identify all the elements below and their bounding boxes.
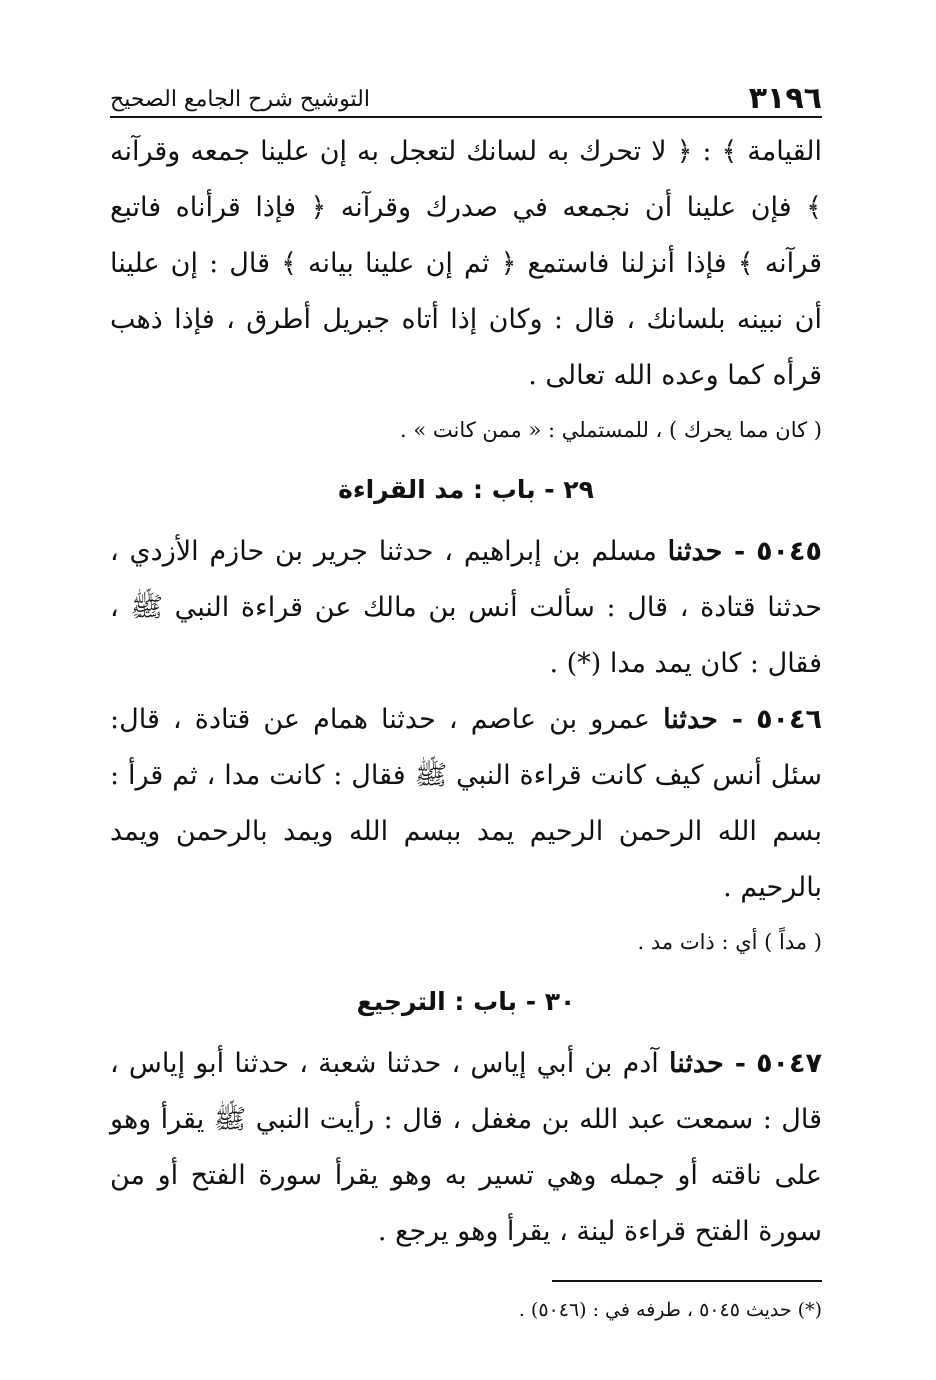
hadith-5045 (110, 524, 822, 692)
hadith-text: عمرو بن عاصم ، حدثنا همام عن قتادة ، قال: سئل أنس كيف كانت قراءة النبي ﷺ فقال : كانت مدا ، ثم قرأ : بسم الله الرحمن الرحيم يمد ببسم الله ويمد بالرحمن ويمد بالرحيم . (110, 704, 822, 903)
intro-paragraph: القيامة ﴾ : ﴿ لا تحرك به لسانك لتعجل به إن علينا جمعه وقرآنه ﴾ فإن علينا أن نجمعه في صدرك وقرآنه ﴿ فإذا قرأناه فاتبع قرآنه ﴾ فإذا أنزلنا فاستمع ﴿ ثم إن علينا بيانه ﴾ قال : إن علينا أن نبينه بلسانك ، قال : وكان إذا أتاه جبريل أطرق ، فإذا ذهب قرأه كما وعده الله تعالى . (110, 136, 822, 391)
intro-commentary: ( كان مما يحرك ) ، للمستملي : « ممن كانت » . (399, 418, 822, 442)
hadith-number: ٥٠٤٧ (756, 1048, 822, 1079)
hadith-number: ٥٠٤٥ (756, 536, 822, 567)
hadith-5046 (110, 692, 822, 916)
footnote-divider (552, 1280, 822, 1282)
hadith-text: آدم بن أبي إياس ، حدثنا شعبة ، حدثنا أبو إياس ، قال : سمعت عبد الله بن مغفل ، قال : رأيت النبي ﷺ يقرأ وهو على ناقته أو جمله وهي تسير به وهو يقرأ سورة الفتح أو من سورة الفتح قراءة لينة ، يقرأ وهو يرجع . (110, 1048, 822, 1247)
hadith-5046-commentary: ( مداً ) أي : ذات مد . (637, 930, 822, 954)
book-page (110, 70, 822, 1326)
hadith-text: مسلم بن إبراهيم ، حدثنا جرير بن حازم الأزدي ، حدثنا قتادة ، قال : سألت أنس بن مالك عن قراءة النبي ﷺ ، فقال : كان يمد مدا (*) . (110, 536, 822, 679)
page-number: ٣١٩٦ (748, 81, 822, 116)
page-header (110, 70, 822, 118)
running-title: التوشيح شرح الجامع الصحيح (110, 87, 370, 112)
footnote: (*) حديث ٥٠٤٥ ، طرفه في : (٥٠٤٦) . (518, 1299, 822, 1321)
hadith-lead: - حدثنا (667, 536, 746, 567)
hadith-number: ٥٠٤٦ (756, 704, 822, 735)
hadith-lead: - حدثنا (663, 704, 743, 735)
hadith-lead: - حدثنا (668, 1048, 746, 1079)
hadith-5047 (110, 1036, 822, 1260)
chapter-30-heading: ٣٠ - باب : الترجيع (356, 987, 576, 1016)
chapter-29-heading: ٢٩ - باب : مد القراءة (338, 475, 594, 504)
